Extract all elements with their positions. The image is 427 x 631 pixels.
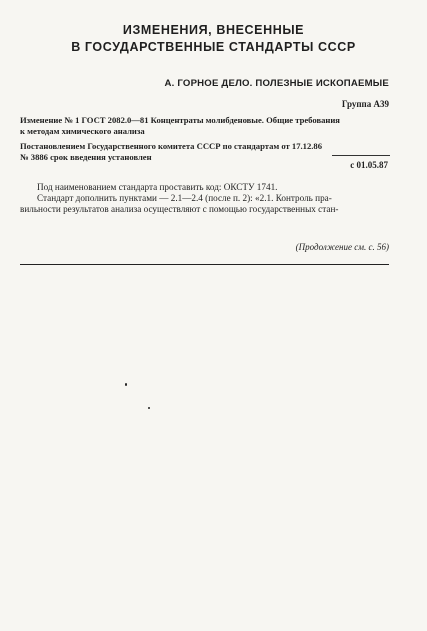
scan-speck	[148, 407, 150, 409]
effective-date: с 01.05.87	[350, 160, 388, 170]
page-title-line-1: ИЗМЕНЕНИЯ, ВНЕСЕННЫЕ	[122, 23, 305, 37]
decree-line-1: Постановлением Государственного комитета СССР по стандартам от 17.12.86	[20, 141, 323, 151]
paragraph-code: Под наименованием стандарта проставить код: ОКСТУ 1741.	[37, 182, 278, 192]
paragraph-supplement	[20, 193, 388, 215]
change-heading-line-1: Изменение № 1 ГОСТ 2082.0—81 Концентраты молибденовые. Общие требования	[20, 115, 340, 125]
date-rule	[332, 155, 390, 156]
page-title-line-2: В ГОСУДАРСТВЕННЫЕ СТАНДАРТЫ СССР	[71, 40, 356, 54]
scan-speck	[125, 383, 127, 386]
group-code: Группа А39	[341, 99, 389, 109]
change-heading	[20, 115, 390, 137]
paragraph-supplement-line-1: Стандарт дополнить пунктами — 2.1—2.4 (после п. 2): «2.1. Контроль пра-	[37, 193, 332, 203]
continuation-note: (Продолжение см. с. 56)	[295, 242, 389, 252]
bottom-rule	[20, 264, 389, 265]
paragraph-supplement-line-2: вильности результатов анализа осуществляют с помощью государственных стан-	[20, 204, 339, 214]
decree-line-2: № 3886 срок введения установлен	[20, 152, 152, 162]
change-heading-line-2: к методам химического анализа	[20, 126, 145, 136]
decree-text	[20, 141, 390, 163]
section-heading: А. ГОРНОЕ ДЕЛО. ПОЛЕЗНЫЕ ИСКОПАЕМЫЕ	[164, 78, 389, 89]
